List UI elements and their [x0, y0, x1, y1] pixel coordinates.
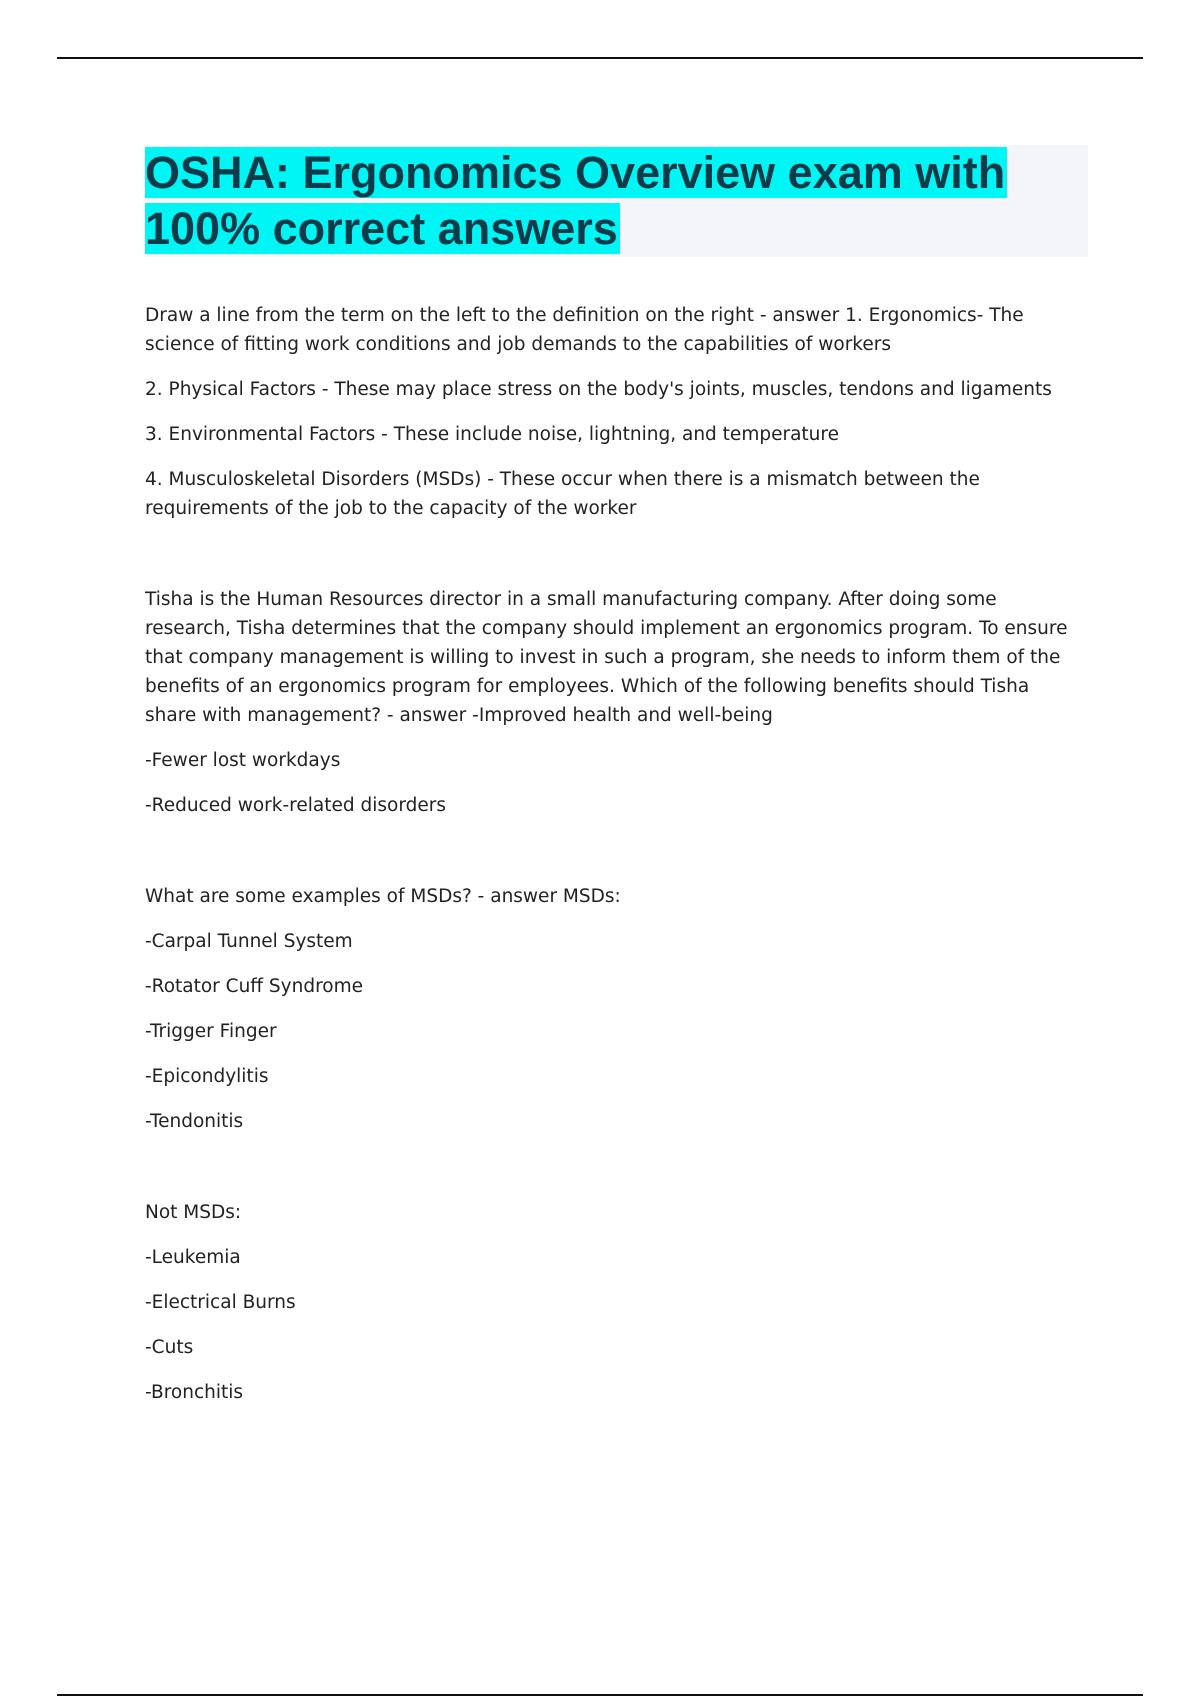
bottom-divider: [57, 1694, 1143, 1696]
question-3: [145, 882, 1085, 1407]
msd-list-item: -Tendonitis: [145, 1111, 244, 1132]
msd-list-item: -Epicondylitis: [145, 1066, 269, 1087]
not-msd-list-item: -Leukemia: [145, 1247, 241, 1268]
page-title: [145, 145, 1088, 257]
not-msd-list-item: -Electrical Burns: [145, 1292, 296, 1313]
question-1-item: 2. Physical Factors - These may place stress on the body's joints, muscles, tendons and ligaments: [145, 379, 1052, 400]
question-1-prompt: Draw a line from the term on the left to the definition on the right - answer 1. Ergonomics- The science of fitting work conditions and job demands to the capabilities of workers: [145, 305, 1024, 355]
question-3-prompt: What are some examples of MSDs? - answer MSDs:: [145, 886, 621, 907]
question-2: [145, 585, 1085, 820]
question-2-prompt: Tisha is the Human Resources director in a small manufacturing company. After doing some research, Tisha determines that the company should implement an ergonomics program. To ensure that company management is willing to invest in such a program, she needs to inform them of the benefits of an ergonomics program for employees. Which of the following benefits should Tisha share with management? - answer -Improved health and well-being: [145, 589, 1068, 726]
question-1-item: 3. Environmental Factors - These include noise, lightning, and temperature: [145, 424, 839, 445]
msd-list-item: -Trigger Finger: [145, 1021, 277, 1042]
not-msd-list-item: -Cuts: [145, 1337, 194, 1358]
question-1: [145, 301, 1085, 523]
not-msd-heading: Not MSDs:: [145, 1202, 242, 1223]
question-2-item: -Fewer lost workdays: [145, 750, 341, 771]
not-msd-list-item: -Bronchitis: [145, 1382, 244, 1403]
msd-list-item: -Carpal Tunnel System: [145, 931, 353, 952]
question-1-item: 4. Musculoskeletal Disorders (MSDs) - These occur when there is a mismatch between the requirements of the job to the capacity of the worker: [145, 469, 980, 519]
question-2-item: -Reduced work-related disorders: [145, 795, 446, 816]
title-block: [145, 145, 1088, 257]
top-divider: [57, 57, 1143, 59]
msd-list-item: -Rotator Cuff Syndrome: [145, 976, 364, 997]
page-title-text: OSHA: Ergonomics Overview exam with 100% correct answers: [145, 147, 1006, 254]
document-body: [145, 301, 1085, 1407]
